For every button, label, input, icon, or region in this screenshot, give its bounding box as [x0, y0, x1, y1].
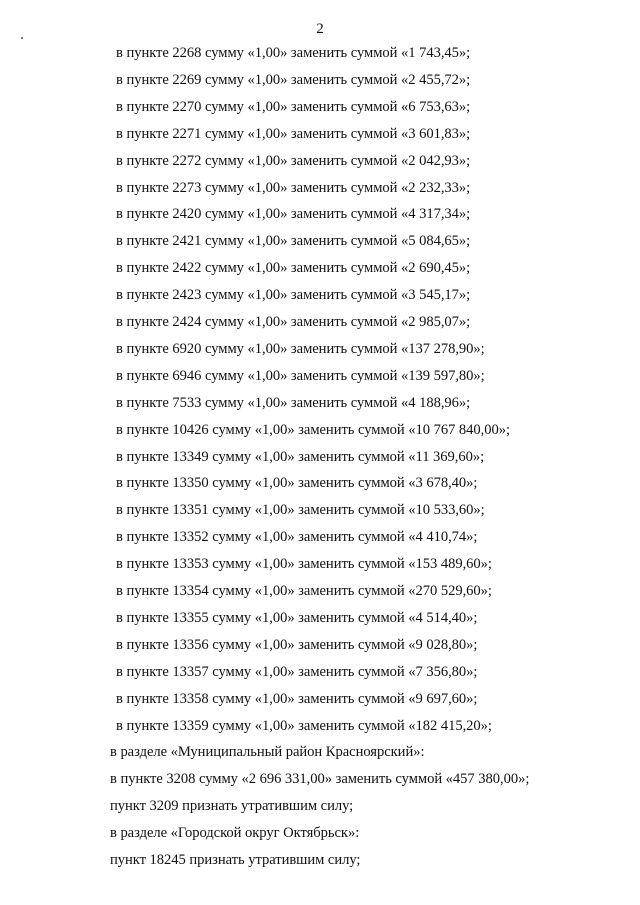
- section-heading-line: в разделе «Муниципальный район Красноярский»:: [110, 744, 425, 761]
- repeal-line: пункт 3209 признать утратившим силу;: [110, 798, 354, 815]
- amendment-line: в пункте 2269 сумму «1,00» заменить суммой «2 455,72»;: [116, 71, 471, 88]
- amendment-line: в пункте 13359 сумму «1,00» заменить суммой «182 415,20»;: [116, 717, 492, 734]
- amendment-line: в пункте 13350 сумму «1,00» заменить суммой «3 678,40»;: [116, 475, 478, 492]
- amendment-line: в пункте 6920 сумму «1,00» заменить суммой «137 278,90»;: [116, 340, 485, 357]
- amendment-line: в пункте 2273 сумму «1,00» заменить суммой «2 232,33»;: [116, 179, 471, 196]
- amendment-line: в пункте 3208 сумму «2 696 331,00» заменить суммой «457 380,00»;: [110, 771, 530, 788]
- page-number: 2: [316, 21, 324, 37]
- amendment-line: в пункте 2421 сумму «1,00» заменить суммой «5 084,65»;: [116, 233, 471, 250]
- amendment-line: в пункте 13351 сумму «1,00» заменить суммой «10 533,60»;: [116, 502, 485, 519]
- amendment-line: в пункте 2272 сумму «1,00» заменить суммой «2 042,93»;: [116, 152, 471, 169]
- section-heading-line: в разделе «Городской округ Октябрьск»:: [110, 825, 360, 842]
- amendment-line: в пункте 7533 сумму «1,00» заменить суммой «4 188,96»;: [116, 394, 471, 411]
- amendment-line: в пункте 2424 сумму «1,00» заменить суммой «2 985,07»;: [116, 314, 471, 330]
- amendment-line: в пункте 13354 сумму «1,00» заменить суммой «270 529,60»;: [116, 583, 492, 599]
- amendment-line: в пункте 13356 сумму «1,00» заменить суммой «9 028,80»;: [116, 636, 478, 653]
- scan-speck: [21, 37, 23, 39]
- repeal-line: пункт 18245 признать утратившим силу;: [110, 852, 361, 868]
- amendment-line: в пункте 13357 сумму «1,00» заменить суммой «7 356,80»;: [116, 663, 478, 680]
- amendment-line: в пункте 13358 сумму «1,00» заменить суммой «9 697,60»;: [116, 690, 478, 707]
- amendment-line: в пункте 13353 сумму «1,00» заменить суммой «153 489,60»;: [116, 556, 492, 573]
- amendment-line: в пункте 2422 сумму «1,00» заменить суммой «2 690,45»;: [116, 260, 471, 277]
- amendment-line: в пункте 13349 сумму «1,00» заменить суммой «11 369,60»;: [116, 448, 485, 465]
- amendment-line: в пункте 2420 сумму «1,00» заменить суммой «4 317,34»;: [116, 206, 471, 223]
- amendment-line: в пункте 6946 сумму «1,00» заменить суммой «139 597,80»;: [116, 367, 485, 384]
- amendment-line: в пункте 2423 сумму «1,00» заменить суммой «3 545,17»;: [116, 287, 471, 304]
- amendment-line: в пункте 2268 сумму «1,00» заменить суммой «1 743,45»;: [116, 45, 471, 61]
- amendment-line: в пункте 10426 сумму «1,00» заменить суммой «10 767 840,00»;: [116, 421, 511, 438]
- amendment-line: в пункте 13355 сумму «1,00» заменить суммой «4 514,40»;: [116, 609, 478, 626]
- amendment-line: в пункте 2270 сумму «1,00» заменить суммой «6 753,63»;: [116, 98, 471, 115]
- amendment-line: в пункте 13352 сумму «1,00» заменить суммой «4 410,74»;: [116, 529, 478, 546]
- amendment-line: в пункте 2271 сумму «1,00» заменить суммой «3 601,83»;: [116, 125, 471, 142]
